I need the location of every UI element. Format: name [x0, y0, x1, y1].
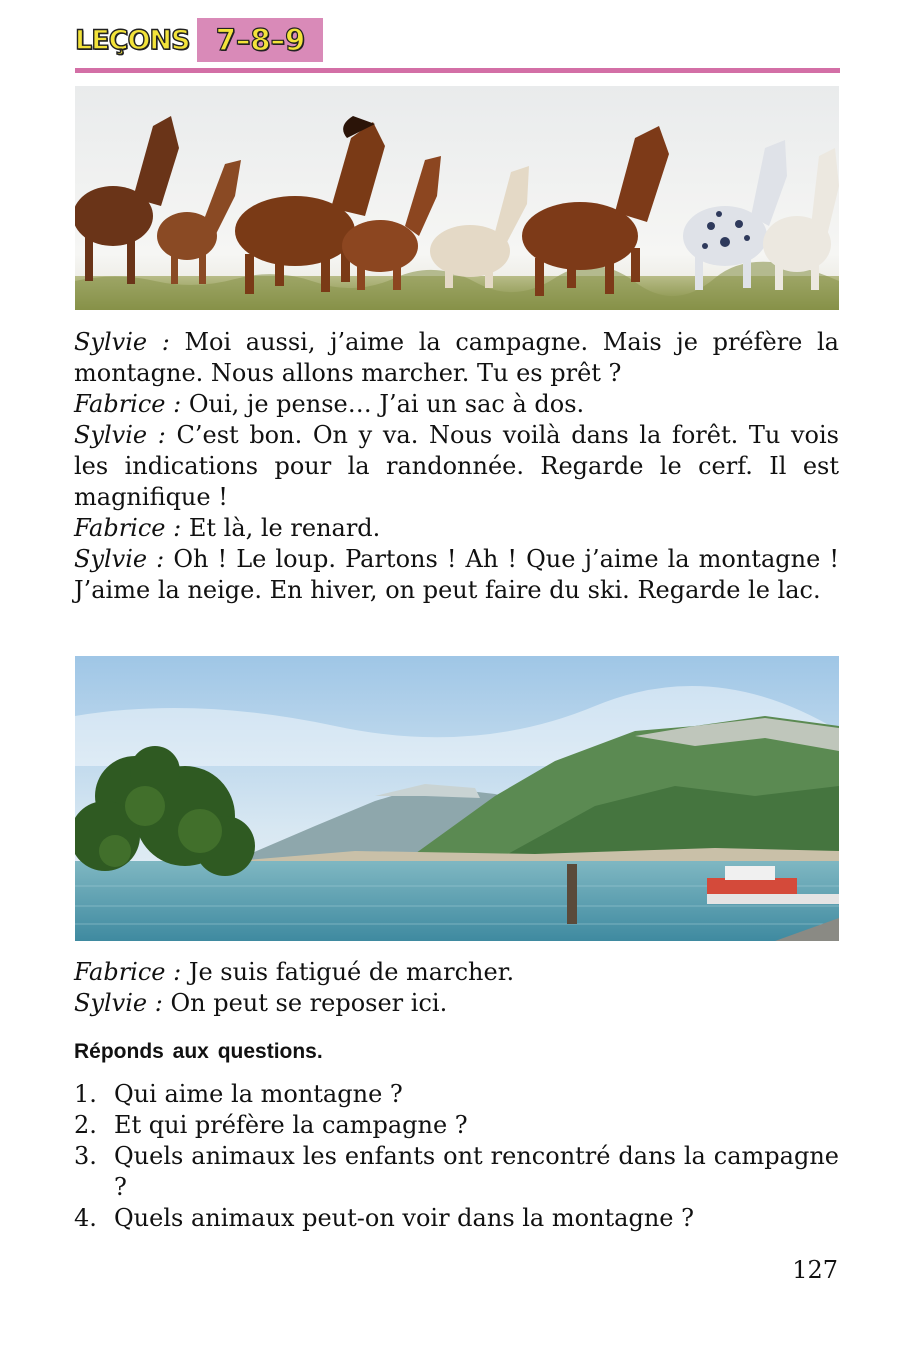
dialogue-text: On peut se reposer ici.: [170, 989, 448, 1017]
question-text: Quels animaux peut-on voir dans la montagne ?: [114, 1204, 695, 1232]
question-item: [74, 1110, 839, 1141]
dialogue-line: [74, 988, 839, 1019]
question-number: 2.: [74, 1111, 97, 1139]
dialogue-part-1: [74, 327, 839, 606]
lesson-header: [75, 18, 323, 62]
dialogue-text: Oh ! Le loup. Partons ! Ah ! Que j’aime la montagne ! J’aime la neige. En hiver, on peut faire du ski. Regarde le lac.: [74, 545, 839, 604]
question-text: Qui aime la montagne ?: [114, 1080, 403, 1108]
speaker-name: Fabrice :: [74, 390, 182, 418]
question-item: [74, 1141, 839, 1203]
dialogue-text: Oui, je pense… J’ai un sac à dos.: [188, 390, 585, 418]
dialogue-line: [74, 957, 839, 988]
question-text: Quels animaux les enfants ont rencontré dans la campagne ?: [114, 1142, 839, 1201]
question-number: 4.: [74, 1204, 97, 1232]
question-number: 3.: [74, 1142, 97, 1170]
dialogue-part-2: [74, 957, 839, 1019]
speaker-name: Fabrice :: [74, 958, 182, 986]
horses-photo: [75, 86, 839, 310]
dialogue-line: [74, 513, 839, 544]
lesson-title: LEÇONS: [75, 24, 190, 56]
speaker-name: Sylvie :: [74, 989, 163, 1017]
questions-heading: Réponds aux questions.: [74, 1040, 323, 1063]
question-item: [74, 1203, 839, 1234]
dialogue-line: [74, 420, 839, 513]
speaker-name: Sylvie :: [74, 328, 170, 356]
questions-list: [74, 1079, 839, 1234]
mountain-lake-photo: [75, 656, 839, 941]
header-divider: [75, 68, 840, 73]
dialogue-line: [74, 389, 839, 420]
speaker-name: Sylvie :: [74, 545, 165, 573]
dialogue-line: [74, 544, 839, 606]
question-number: 1.: [74, 1080, 97, 1108]
lesson-numbers-badge: 7–8–9: [197, 18, 323, 62]
speaker-name: Fabrice :: [74, 514, 182, 542]
dialogue-line: [74, 327, 839, 389]
dialogue-text: Et là, le renard.: [188, 514, 381, 542]
page-number: 127: [792, 1256, 838, 1284]
dialogue-text: Je suis fatigué de marcher.: [188, 958, 515, 986]
speaker-name: Sylvie :: [74, 421, 166, 449]
dialogue-text: Moi aussi, j’aime la campagne. Mais je préfère la montagne. Nous allons marcher. Tu es prêt ?: [74, 328, 839, 387]
dialogue-text: C’est bon. On y va. Nous voilà dans la forêt. Tu vois les indications pour la randonnée. Regarde le cerf. Il est magnifique !: [74, 421, 839, 511]
question-item: [74, 1079, 839, 1110]
question-text: Et qui préfère la campagne ?: [114, 1111, 468, 1139]
